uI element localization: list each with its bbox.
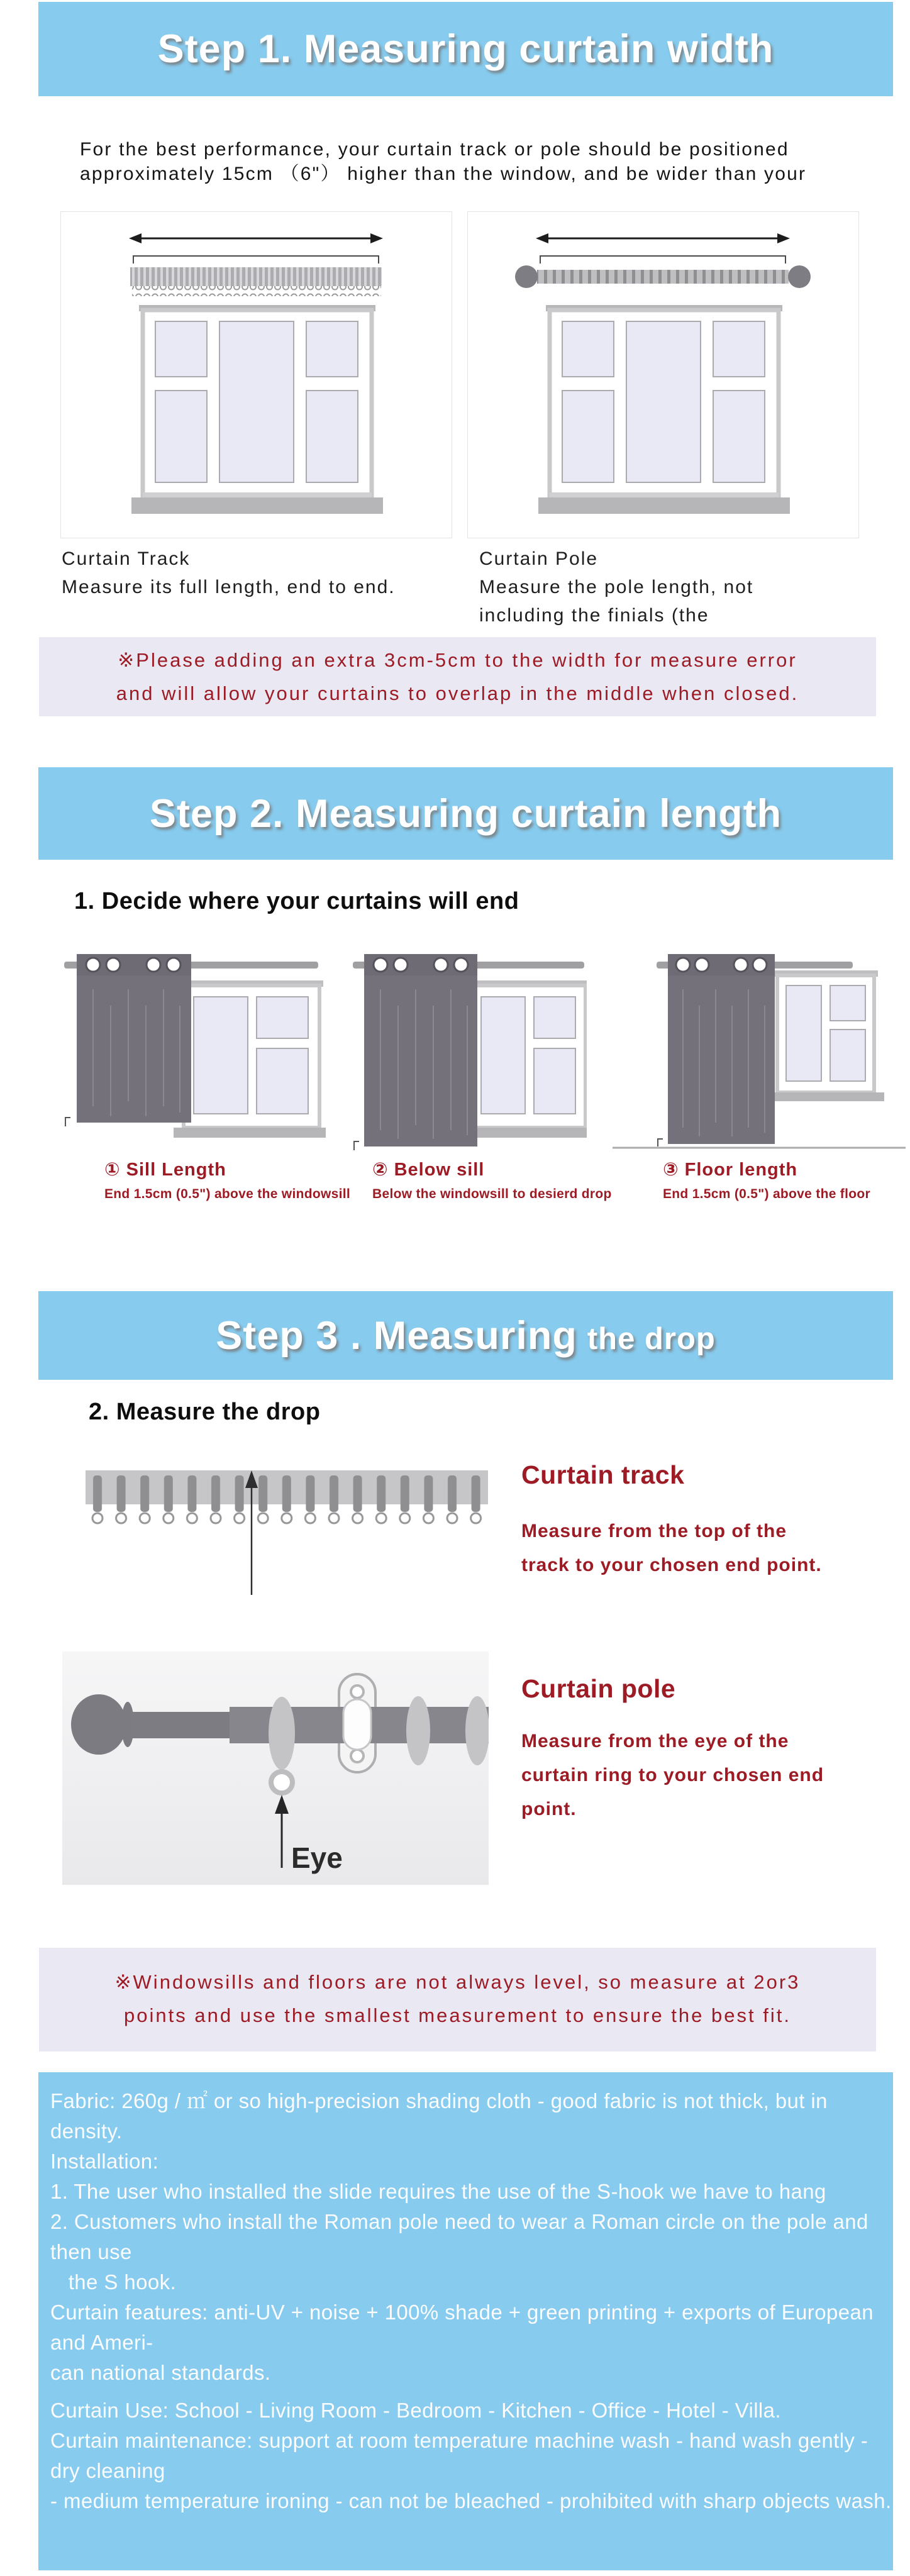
measure-bracket-icon	[354, 1141, 359, 1150]
curtain-track-caption	[62, 545, 396, 601]
step1-intro-line1: For the best performance, your curtain track or pole should be positioned	[80, 139, 789, 160]
curtain-pole-caption-desc2: including the finials (the	[479, 605, 709, 626]
step3-banner-sub: the drop	[587, 1321, 716, 1356]
track-drop-figure	[86, 1465, 489, 1597]
level-measure-note	[39, 1948, 876, 2051]
step3-banner-title	[216, 1313, 716, 1358]
sill-length-drawing	[60, 936, 326, 1163]
info-line: Fabric: 260g / ㎡ or so high-precision shading cloth - good fabric is not thick, but in density.	[50, 2089, 834, 2143]
curtain-track-caption-desc: Measure its full length, end to end.	[62, 577, 396, 597]
width-note-line2: and will allow your curtains to overlap in the middle when closed.	[116, 682, 799, 704]
measure-bracket-icon	[65, 1118, 70, 1126]
below-sill-drawing	[350, 936, 587, 1163]
measure-bracket-icon	[658, 1139, 663, 1146]
step1-intro-paragraph	[80, 137, 866, 186]
step2-heading: 1. Decide where your curtains will end	[74, 888, 519, 914]
pole-drop-figure	[62, 1652, 489, 1885]
step1-banner	[38, 2, 893, 96]
step2-banner-title: Step 2. Measuring curtain length	[149, 791, 782, 836]
curtain-track-window-figure	[60, 211, 452, 538]
below-sill-title: ② Below sill	[372, 1160, 485, 1180]
info-line: 1. The user who installed the slide requires the use of the S-hook we have to hang	[50, 2180, 826, 2203]
sill-length-subtitle: End 1.5cm (0.5") above the windowsill	[104, 1187, 350, 1201]
step1-intro-line2: approximately 15cm （6"） higher than the window, and be wider than your	[80, 164, 807, 184]
eye-ring-icon	[271, 1772, 292, 1793]
width-arrow-icon	[129, 233, 383, 243]
track-drop-desc	[521, 1514, 822, 1582]
width-note-line1: ※Please adding an extra 3cm-5cm to the width for measure error	[118, 649, 797, 671]
pole-drop-desc-line2: curtain ring to your chosen end	[521, 1765, 824, 1785]
sill-length-label	[104, 1158, 350, 1202]
track-drop-desc-line1: Measure from the top of the	[521, 1521, 787, 1541]
info-line: Installation:	[50, 2150, 159, 2173]
step1-banner-title: Step 1. Measuring curtain width	[157, 27, 774, 71]
pole-drop-drawing	[62, 1652, 489, 1885]
step3-banner	[38, 1291, 893, 1380]
curtain-pole-window-figure	[467, 211, 859, 538]
track-drop-drawing	[86, 1465, 489, 1597]
below-sill-figure	[350, 936, 587, 1163]
pole-drop-desc-line3: point.	[521, 1799, 577, 1819]
curtain-pole-caption-desc1: Measure the pole length, not	[479, 577, 754, 597]
window-drawing	[174, 980, 326, 1138]
curtain-track-hooks	[86, 1465, 488, 1528]
window-drawing	[461, 980, 587, 1138]
below-sill-subtitle: Below the windowsill to desierd drop	[372, 1187, 612, 1201]
width-measure-note	[39, 637, 876, 716]
track-drop-label: Curtain track	[521, 1460, 685, 1489]
level-note-line1: ※Windowsills and floors are not always level, so measure at 2or3	[114, 1971, 801, 1993]
window-drawing	[538, 305, 790, 514]
bracket-cover	[343, 1699, 371, 1750]
window-drawing	[131, 305, 383, 514]
info-line: - medium temperature ironing - can not be bleached - prohibited with sharp objects wash.	[50, 2489, 892, 2512]
width-arrow-icon	[536, 233, 790, 243]
pole-length-bracket	[540, 256, 785, 264]
curtain-panel-icon	[77, 954, 191, 1123]
window-drawing	[767, 970, 884, 1101]
curtain-panel-icon	[364, 954, 477, 1146]
info-line: the S hook.	[50, 2270, 177, 2294]
pole-drop-desc-line1: Measure from the eye of the	[521, 1731, 789, 1752]
curtain-pole-caption-title: Curtain Pole	[479, 548, 599, 569]
step3-banner-main: Step 3 . Measuring	[216, 1313, 577, 1358]
info-line: Curtain features: anti-UV + noise + 100% shade + green printing + exports of European and Ameri-	[50, 2301, 880, 2354]
floor-length-title: ③ Floor length	[663, 1160, 798, 1180]
curtain-pole-window-drawing	[468, 212, 858, 538]
floor-length-figure	[613, 936, 906, 1163]
info-line: can national standards.	[50, 2361, 271, 2384]
info-line: 2. Customers who install the Roman pole need to wear a Roman circle on the pole and then use	[50, 2210, 875, 2263]
curtain-track-caption-title: Curtain Track	[62, 548, 191, 569]
eye-label: Eye	[291, 1841, 343, 1874]
curtain-panel-icon	[668, 954, 775, 1144]
level-note-line2: points and use the smallest measurement to ensure the best fit.	[124, 2004, 791, 2026]
curtain-pole-caption	[479, 545, 753, 630]
track-length-bracket	[133, 256, 379, 264]
track-drop-desc-line2: track to your chosen end point.	[521, 1555, 822, 1575]
product-info-lines	[38, 2072, 893, 2516]
step2-banner	[38, 767, 893, 860]
floor-length-label	[663, 1158, 870, 1202]
curtain-pole-icon	[515, 265, 811, 288]
floor-length-subtitle: End 1.5cm (0.5") above the floor	[663, 1187, 870, 1201]
step3-heading: 2. Measure the drop	[89, 1399, 321, 1425]
product-info-panel	[38, 2072, 893, 2570]
curtain-track-icon	[130, 267, 382, 296]
below-sill-label	[372, 1158, 612, 1202]
pole-figure-background	[62, 1652, 489, 1885]
info-line: Curtain maintenance: support at room temperature machine wash - hand wash gently - dry cleaning	[50, 2429, 874, 2482]
info-line: Curtain Use: School - Living Room - Bedroom - Kitchen - Office - Hotel - Villa.	[50, 2399, 781, 2422]
pole-drop-label: Curtain pole	[521, 1674, 676, 1703]
sill-length-title: ① Sill Length	[104, 1160, 226, 1180]
curtain-track-window-drawing	[61, 212, 452, 538]
floor-length-drawing	[613, 936, 906, 1163]
sill-length-figure	[60, 936, 326, 1163]
pole-drop-desc	[521, 1724, 824, 1826]
